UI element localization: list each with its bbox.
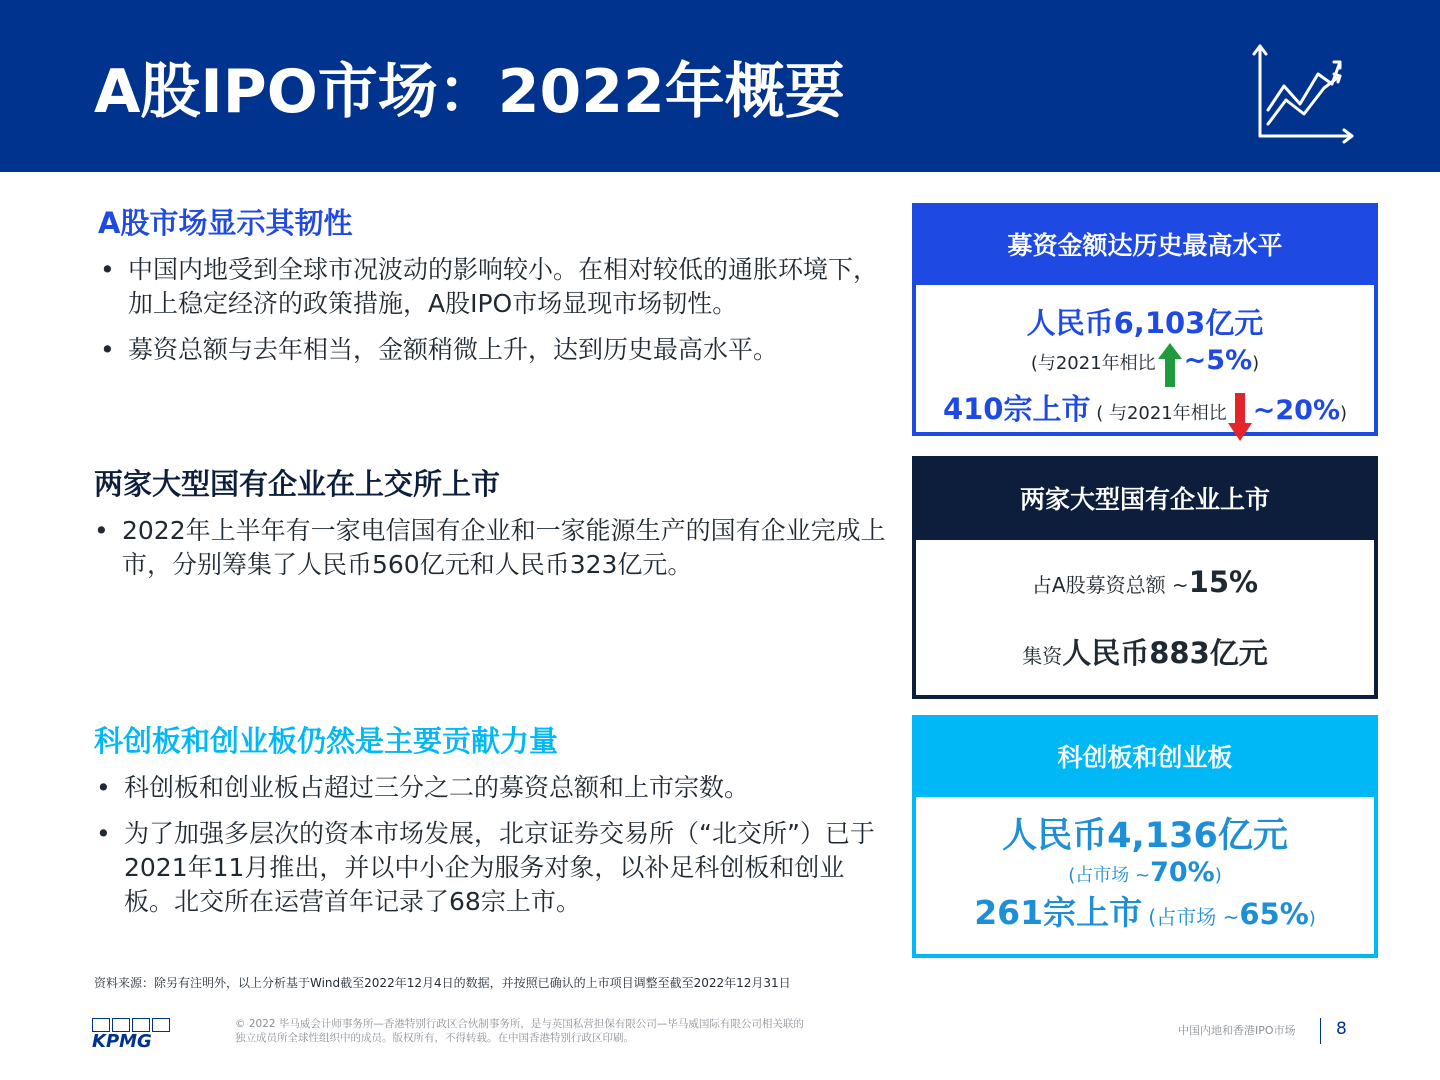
- stat-box-soe: [912, 456, 1378, 699]
- bullet-list-soe: [92, 514, 898, 594]
- bullet-item: • 2022年上半年有一家电信国有企业和一家能源生产的国有企业完成上市，分别筹集了人民币560亿元和人民币323亿元。: [92, 514, 898, 582]
- star-chinext-listings: 261宗上市: [974, 893, 1143, 932]
- listings-share-line: [916, 892, 1374, 940]
- soe-amount-label: 集资: [1022, 644, 1063, 668]
- soe-share-label: 占A股募资总额 ~: [1031, 573, 1189, 597]
- amount-share-line: [916, 857, 1374, 892]
- bullet-list-resilience: [98, 253, 888, 379]
- bullet-list-star-chinext: [94, 771, 884, 931]
- logo-text: KPMG: [92, 1031, 152, 1052]
- page-title: A股IPO市场：2022年概要: [94, 57, 845, 127]
- arrow-up-icon: [1158, 343, 1182, 387]
- comparison-label: ( 与2021年相比: [1090, 403, 1227, 424]
- share-suffix: ): [1214, 865, 1222, 886]
- section-title-soe-listings: 两家大型国有企业在上交所上市: [94, 467, 501, 501]
- stat-box-star-chinext: [912, 715, 1378, 958]
- listings-change: ~20%: [1252, 395, 1341, 426]
- fundraising-amount: 人民币6,103亿元: [1026, 306, 1264, 340]
- stat-box-body: [916, 285, 1374, 432]
- footer-divider: [1320, 1018, 1321, 1044]
- listings-count: 410宗上市: [942, 392, 1091, 426]
- soe-share-value: 15%: [1188, 565, 1259, 599]
- section-title-resilience: A股市场显示其韧性: [98, 206, 353, 240]
- listings-share-value: 65%: [1239, 897, 1309, 931]
- kpmg-logo: [92, 1018, 170, 1050]
- header-banner: [0, 0, 1440, 172]
- report-name: 中国内地和香港IPO市场: [1178, 1024, 1296, 1037]
- soe-amount-value: 人民币883亿元: [1062, 636, 1268, 670]
- copyright-notice: © 2022 毕马威会计师事务所—香港特别行政区合伙制事务所，是与英国私营担保有限公司—毕马威国际有限公司相关联的独立成员所全球性组织中的成员。版权所有，不得转载。在中国香港特别行政区印刷。: [235, 1018, 804, 1044]
- section-title-star-chinext: 科创板和创业板仍然是主要贡献力量: [94, 724, 559, 758]
- soe-amount-line: [916, 633, 1374, 678]
- bullet-item: • 中国内地受到全球市况波动的影响较小。在相对较低的通胀环境下，加上稳定经济的政策措施，A股IPO市场显现市场韧性。: [98, 253, 888, 321]
- share-label: (占市场 ~: [1068, 865, 1151, 886]
- fundraising-comparison: [916, 343, 1374, 387]
- soe-share-line: [916, 562, 1374, 607]
- stat-box-title: 募资金额达历史最高水平: [916, 207, 1374, 285]
- comparison-label: (与2021年相比: [1030, 353, 1156, 374]
- source-note: 资料来源：除另有注明外，以上分析基于Wind截至2022年12月4日的数据，并按照已确认的上市项目调整至截至2022年12月31日: [94, 976, 791, 990]
- listings-comparison: [916, 389, 1374, 441]
- arrow-down-icon: [1228, 393, 1252, 441]
- page-number: 8: [1336, 1019, 1347, 1039]
- amount-share-value: 70%: [1150, 857, 1215, 888]
- stat-box-title: 两家大型国有企业上市: [916, 460, 1374, 540]
- stat-box-body: [916, 797, 1374, 954]
- stat-box-body: [916, 540, 1374, 695]
- bullet-item: • 募资总额与去年相当，金额稍微上升，达到历史最高水平。: [98, 333, 888, 367]
- comparison-suffix: ): [1340, 403, 1348, 424]
- bullet-item: • 科创板和创业板占超过三分之二的募资总额和上市宗数。: [94, 771, 884, 805]
- line-chart-trend-icon: [1248, 40, 1360, 144]
- share-label: (占市场 ~: [1142, 905, 1240, 929]
- fundraising-change: ~5%: [1183, 345, 1253, 376]
- share-suffix: ): [1308, 908, 1316, 929]
- stat-box-fundraising: [912, 203, 1378, 436]
- bullet-item: • 为了加强多层次的资本市场发展，北京证券交易所（“北交所”）已于2021年11月推出，并以中小企为服务对象，以补足科创板和创业板。北交所在运营首年记录了68宗上市。: [94, 817, 884, 919]
- comparison-suffix: ): [1252, 353, 1260, 374]
- star-chinext-amount: 人民币4,136亿元: [1002, 816, 1288, 856]
- logo-boxes: [92, 1018, 170, 1032]
- stat-box-title: 科创板和创业板: [916, 719, 1374, 797]
